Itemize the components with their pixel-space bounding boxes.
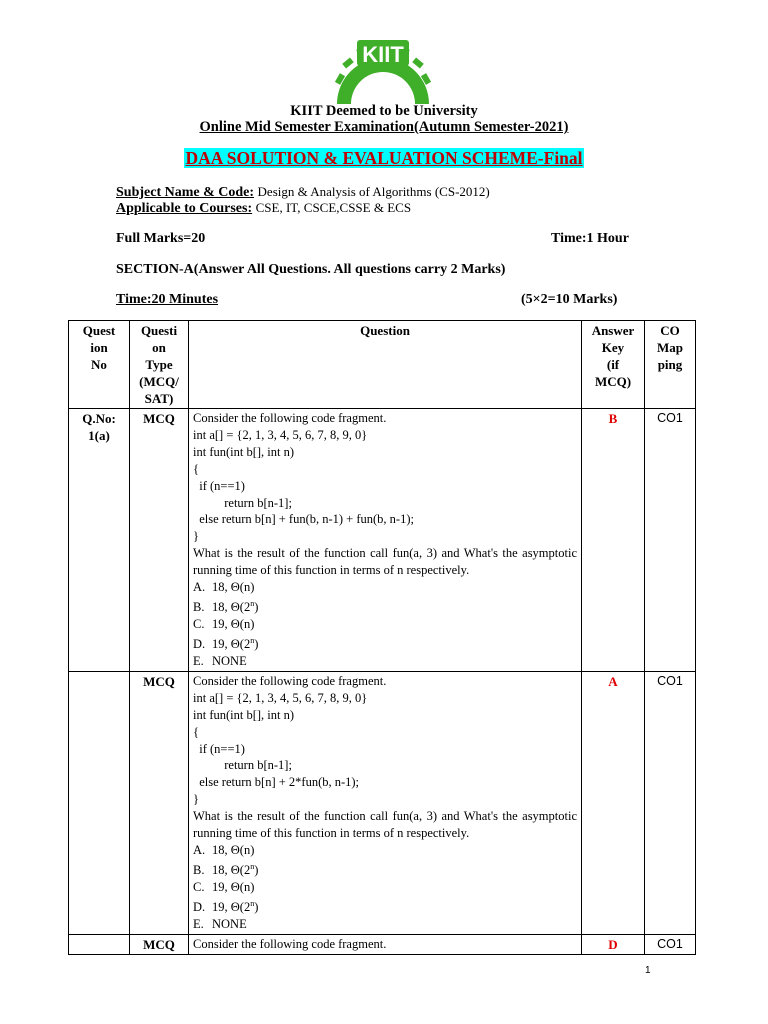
question-type: MCQ [130,409,189,672]
answer-option: A. 18, Θ(n) [193,842,255,857]
question-line: return b[n-1]; [193,758,292,773]
section-marks: (5×2=10 Marks) [521,292,618,307]
answer-key: D [582,934,645,954]
answer-key: B [582,409,645,672]
questions-table [68,320,696,955]
document-title-text: DAA SOLUTION & EVALUATION SCHEME-Final [185,148,583,168]
header-co-mapping: CO Map ping [645,321,696,409]
header-answer-key: Answer Key (if MCQ) [582,321,645,409]
table-header-row [69,321,696,409]
table-row [69,671,696,934]
question-number [69,671,130,934]
question-line: int a[] = {2, 1, 3, 4, 5, 6, 7, 8, 9, 0} [193,690,368,705]
question-line: { [193,724,199,739]
exam-time: Time:1 Hour [551,231,629,246]
question-number: Q.No: 1(a) [69,409,130,672]
question-line: if (n==1) [193,741,245,756]
section-heading: SECTION-A(Answer All Questions. All questions carry 2 Marks) [116,262,506,277]
document-title [0,148,768,169]
question-line: int fun(int b[], int n) [193,707,295,722]
co-mapping: CO1 [645,409,696,672]
question-line: return b[n-1]; [193,495,292,510]
co-mapping: CO1 [645,671,696,934]
question-type: MCQ [130,934,189,954]
subject-line [116,184,490,201]
question-line: else return b[n] + 2*fun(b, n-1); [193,775,360,790]
answer-option: C. 19, Θ(n) [193,879,255,894]
question-type: MCQ [130,671,189,934]
page-number: 1 [645,965,651,976]
question-line: int fun(int b[], int n) [193,444,295,459]
question-text [189,934,582,954]
answer-option: B. 18, Θ(2$^n$) [193,861,259,878]
question-line: int a[] = {2, 1, 3, 4, 5, 6, 7, 8, 9, 0} [193,427,368,442]
answer-option: E. NONE [193,654,247,668]
question-prompt: What is the result of the function call fun(a, 3) and What's the asymptotic running time of this function in terms of n respectively. [193,546,577,578]
header-question-no: Quest ion No [69,321,130,409]
question-line: } [193,529,199,544]
answer-key: A [582,671,645,934]
answer-option: D. 19, Θ(2$^n$) [193,635,259,652]
question-line: else return b[n] + fun(b, n-1) + fun(b, n-1); [193,512,414,527]
full-marks: Full Marks=20 [116,231,206,246]
answer-option: B. 18, Θ(2$^n$) [193,598,259,615]
question-line: if (n==1) [193,478,245,493]
courses-label: Applicable to Courses: [116,201,253,216]
courses-line [116,200,411,217]
answer-option: D. 19, Θ(2$^n$) [193,898,259,914]
question-number [69,934,130,954]
question-text [189,409,582,672]
question-line: Consider the following code fragment. [193,411,387,425]
question-line: Consider the following code fragment. [193,673,387,688]
logo-lettering: KIIT [362,42,404,67]
co-mapping: CO1 [645,934,696,954]
answer-option: A. 18, Θ(n) [193,580,255,595]
table-row [69,409,696,672]
university-name: KIIT Deemed to be University [290,103,478,119]
kiit-logo [327,36,439,108]
header-question-type: Questi on Type (MCQ/ SAT) [130,321,189,409]
answer-option: E. NONE [193,916,247,931]
header-question: Question [189,321,582,409]
question-line: { [193,461,199,476]
question-text [189,671,582,934]
exam-name: Online Mid Semester Examination(Autumn Semester-2021) [199,119,569,135]
question-line: Consider the following code fragment. [193,936,387,951]
answer-option: C. 19, Θ(n) [193,617,255,632]
question-prompt: What is the result of the function call fun(a, 3) and What's the asymptotic running time of this function in terms of n respectively. [193,809,577,841]
table-row [69,934,696,954]
subject-label: Subject Name & Code: [116,185,255,200]
subject-value: Design & Analysis of Algorithms (CS-2012) [257,184,490,199]
question-line: } [193,792,199,807]
courses-value: CSE, IT, CSCE,CSSE & ECS [255,200,412,215]
section-time: Time:20 Minutes [116,292,219,307]
